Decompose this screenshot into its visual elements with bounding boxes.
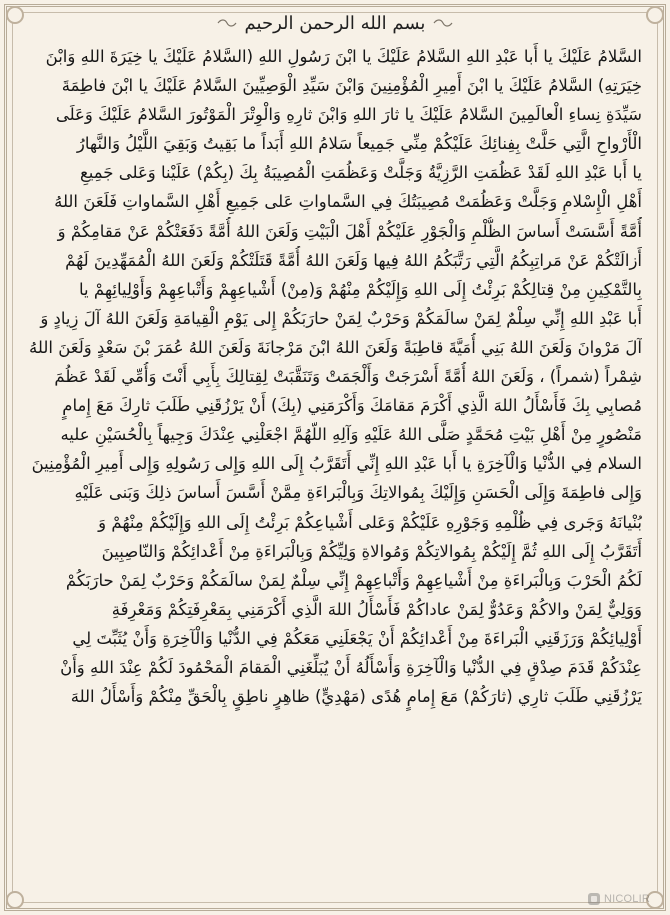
basmala-banner [217, 13, 454, 34]
text-line-26 [28, 769, 642, 798]
basmala-title: بسم الله الرحمن الرحیم [244, 12, 426, 34]
text-line-1: السَّلامُ عَلَيْكَ يا أَبا عَبْدِ اللهِ السَّلامُ عَلَيْكَ يا ابْنَ رَسُولِ اللهِ (السَّلامُ عَلَيْكَ يا خِيَرَةَ اللهِ وَابْنَ [45, 47, 642, 66]
text-line-5: يا أَبا عَبْدِ اللهِ لَقَدْ عَظُمَتِ الرَّزِيَّةُ وَجَلَّتْ وَعَظُمَتِ الْمُصِيبَةُ بِكَ (بِكُمْ) عَلَيْنا وَعَلى جَمِيعِ [80, 163, 642, 183]
text-line-9: بِالتَّمْكِينِ مِنْ قِتالِكُمْ بَرِئْتُ إِلَى اللهِ وَإِلَيْكُمْ مِنْهُمْ وَ(مِنْ) أَشْياعِهِمْ وَأَتْباعِهِمْ وَأَوْلِيائِهِمْ يا [78, 279, 642, 299]
text-line-4: الْأَرْواحِ الَّتِي حَلَّتْ بِفِنائِكَ عَلَيْكُمْ مِنِّي جَمِيعاً سَلامُ اللهِ أَبَداً ما بَقِيتُ وَبَقِيَ اللَّيْلُ وَالنَّهارُ [76, 134, 642, 154]
flourish-right-icon [433, 18, 453, 28]
text-line-27 [28, 798, 642, 827]
text-line-13: مُصابِي بِكَ فَأَسْأَلُ اللهَ الَّذِي أَكْرَمَ مَقامَكَ وَأَكْرَمَنِي (بِكَ) أَنْ يَرْزُقَنِي طَلَبَ ثارِكَ مَعَ إِمامٍ [62, 396, 642, 416]
text-line-12: شِمْراً (شمراً) ، وَلَعَنَ اللهُ أُمَّةً أَسْرَجَتْ وَأَلْجَمَتْ وَتَنَقَّبَتْ لِقِتالِكَ بِأَبِي أَنْتَ وَأُمِّي لَقَدْ عَظُمَ [54, 367, 642, 387]
text-line-24 [28, 711, 642, 740]
text-line-10: أَبا عَبْدِ اللهِ إِنِّي سِلْمٌ لِمَنْ سالَمَكُمْ وَحَرْبٌ لِمَنْ حارَبَكُمْ إِلى يَوْمِ الْقِيامَةِ وَلَعَنَ اللهُ آلَ زِيادٍ وَ [40, 308, 642, 328]
ornament-corner-bottom-left [6, 891, 24, 909]
watermark-text: NICOLIR [603, 893, 650, 905]
text-line-19: لَكُمُ الْحَرْبَ وَبِالْبَراءَةِ مِنْ أَشْياعِهِمْ وَأَتْباعِهِمْ إِنِّي سِلْمٌ لِمَنْ سالَمَكُمْ وَحَرْبٌ لِمَنْ حارَبَكُمْ [65, 570, 642, 590]
text-line-8: أَزالَتْكُمْ عَنْ مَراتِبِكُمُ الَّتِي رَتَّبَكُمُ اللهُ فِيها وَلَعَنَ اللهُ أُمَّةً قَتَلَتْكُمْ وَلَعَنَ اللهُ الْمُمَهِّدِينَ لَهُمْ [65, 250, 642, 270]
text-line-17: بُنْيانَهُ وَجَرى فِي ظُلْمِهِ وَجَوْرِهِ عَلَيْكُمْ وَعَلى أَشْياعِكُمْ بَرِئْتُ إِلَى اللهِ وَإِلَيْكُمْ مِنْهُمْ وَ [98, 512, 642, 532]
prayer-text [28, 42, 642, 901]
text-line-16: وَإِلى فاطِمَةَ وَإِلَى الْحَسَنِ وَإِلَيْكَ بِمُوالاتِكَ وَبِالْبَراءَةِ مِمَّنْ أَسَّسَ أَساسَ ذلِكَ وَبَنى عَلَيْهِ [74, 483, 642, 503]
text-line-21: أَوْلِيائِكُمْ وَرَزَقَنِي الْبَراءَةَ مِنْ أَعْدائِكُمْ أَنْ يَجْعَلَنِي مَعَكُمْ فِي الدُّنْيا وَالْآخِرَةِ وَأَنْ يُثَبِّتَ لِي [72, 628, 642, 648]
site-watermark [588, 893, 650, 905]
text-line-6: أَهْلِ الْإِسْلامِ وَجَلَّتْ وَعَظُمَتْ مُصِيبَتُكَ فِي السَّماواتِ عَلى جَمِيعِ أَهْلِ السَّماواتِ فَلَعَنَ اللهُ [54, 192, 642, 212]
page-header [0, 10, 670, 36]
flourish-left-icon [217, 18, 237, 28]
watermark-logo-icon [588, 893, 600, 905]
text-line-20: وَوَلِيٌّ لِمَنْ والاكُمْ وَعَدُوٌّ لِمَنْ عاداكُمْ فَأَسْأَلُ اللهَ الَّذِي أَكْرَمَنِي بِمَعْرِفَتِكُمْ وَمَعْرِفَةِ [111, 599, 642, 619]
text-line-23: يَرْزُقَنِي طَلَبَ ثارِي (ثارَكُمْ) مَعَ إِمامٍ هُدًى (مَهْدِيٍّ) ظاهِرٍ ناطِقٍ بِالْحَقِّ مِنْكُمْ وَأَسْأَلُ اللهَ [70, 687, 642, 707]
text-line-3: سَيِّدَةِ نِساءِ الْعالَمِينَ السَّلامُ عَلَيْكَ يا ثارَ اللهِ وَابْنَ ثارِهِ وَالْوِتْرَ الْمَوْتُورَ السَّلامُ عَلَيْكَ وَعَلَى [55, 105, 642, 125]
text-line-2: خِيَرَتِهِ) السَّلامُ عَلَيْكَ يا ابْنَ أَمِيرِ الْمُؤْمِنِينَ وَابْنَ سَيِّدِ الْوَصِيِّينَ السَّلامُ عَلَيْكَ يا ابْنَ فاطِمَةَ [61, 76, 642, 96]
text-line-29 [28, 857, 642, 886]
text-line-25 [28, 740, 642, 769]
text-line-18: أَتَقَرَّبُ إِلَى اللهِ ثُمَّ إِلَيْكُمْ بِمُوالاتِكُمْ وَمُوالاةِ وَلِيِّكُمْ وَبِالْبَراءَةِ مِنْ أَعْدائِكُمْ وَالنّاصِبِينَ [101, 541, 642, 561]
text-line-7: أُمَّةً أَسَّسَتْ أَساسَ الظُّلْمِ وَالْجَوْرِ عَلَيْكُمْ أَهْلَ الْبَيْتِ وَلَعَنَ اللهُ أُمَّةً دَفَعَتْكُمْ عَنْ مَقامِكُمْ وَ [57, 221, 642, 241]
text-line-14: مَنْصُورٍ مِنْ أَهْلِ بَيْتِ مُحَمَّدٍ صَلَّى اللهُ عَلَيْهِ وَآلِهِ اللّهُمَّ اجْعَلْنِي عِنْدَكَ وَجِيهاً بِالْحُسَيْنِ عليه [60, 425, 642, 445]
text-line-28 [28, 828, 642, 857]
text-line-15: السلام فِي الدُّنْيا وَالْآخِرَةِ يا أَبا عَبْدِ اللهِ إِنِّي أَتَقَرَّبُ إِلَى اللهِ وَإِلى رَسُولِهِ وَإِلى أَمِيرِ الْمُؤْمِنِينَ [31, 454, 642, 474]
text-line-30 [28, 886, 642, 901]
text-line-11: آلَ مَرْوانَ وَلَعَنَ اللهُ بَنِي أُمَيَّةَ قاطِبَةً وَلَعَنَ اللهُ ابْنَ مَرْجانَةَ وَلَعَنَ اللهُ عُمَرَ بْنَ سَعْدٍ وَلَعَنَ اللهُ [29, 337, 642, 357]
text-line-22: عِنْدَكُمْ قَدَمَ صِدْقٍ فِي الدُّنْيا وَالْآخِرَةِ وَأَسْأَلُهُ أَنْ يُبَلِّغَنِي الْمَقامَ الْمَحْمُودَ لَكُمْ عِنْدَ اللهِ وَأَنْ [60, 657, 642, 677]
